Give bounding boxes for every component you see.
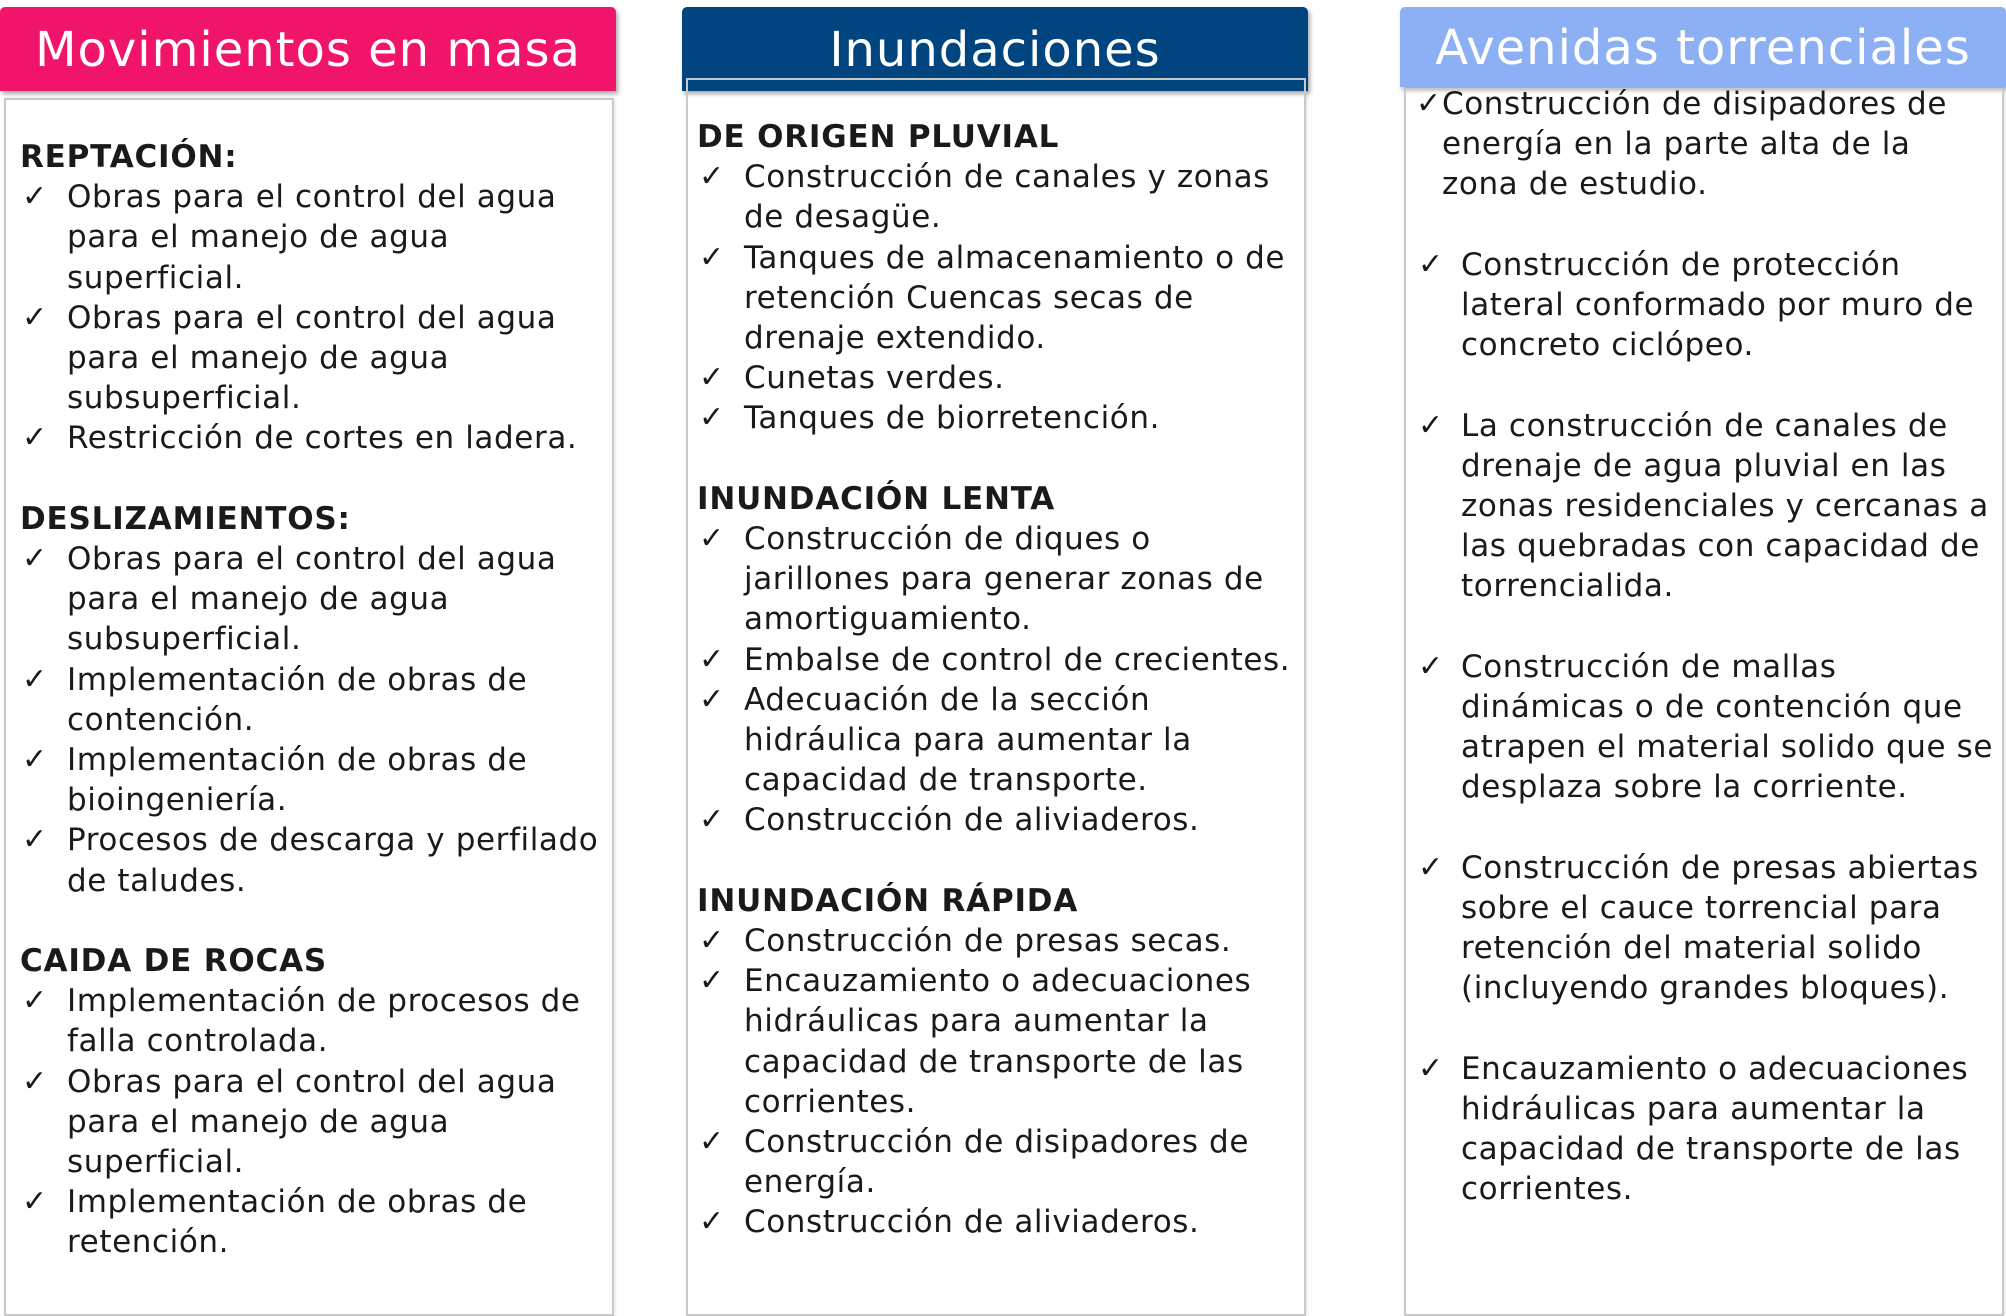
list-item: ✓ Implementación de procesos de falla controlada. [22,983,581,1060]
section-title: INUNDACIÓN RÁPIDA [697,882,1079,919]
check-icon: ✓ [22,983,48,1019]
section-title: DE ORIGEN PLUVIAL [697,119,1060,155]
list-item: ✓ Tanques de biorretención. [697,398,1302,438]
check-icon: ✓ [22,1063,48,1099]
check-icon: ✓ [1418,849,1444,885]
section-caida-de-rocas [20,941,610,1263]
list-item: ✓ Construcción de diques o jarillones para generar zonas de amortiguamiento. [699,521,1264,638]
check-icon: ✓ [699,923,725,959]
section-title: CAIDA DE ROCAS [20,943,327,980]
check-icon: ✓ [699,641,725,677]
check-icon: ✓ [22,661,48,697]
list-item: ✓ Construcción de canales y zonas de desagüe. [699,159,1270,236]
list-item: ✓ Construcción de mallas dinámicas o de contención que atrapen el material solido que se desplaza sobre la corriente. [1418,648,1994,806]
section-de-origen-pluvial [697,117,1302,439]
column-header: Avenidas torrenciales [1400,7,2006,87]
column-content [20,137,610,1303]
column-content [1416,84,1996,1250]
check-icon: ✓ [699,802,725,838]
check-icon: ✓ [699,963,725,999]
list-item: ✓ Obras para el control del agua para el manejo de agua subsuperficial. [22,299,557,417]
check-icon: ✓ [699,400,725,436]
section-reptacion [20,137,610,459]
list-item: ✓ Procesos de descarga y perfilado de taludes. [22,822,599,899]
check-icon: ✓ [1416,86,1442,121]
list-item: ✓ Construcción de protección lateral conformado por muro de concreto ciclópeo. [1418,246,1975,364]
check-icon: ✓ [22,822,48,858]
list-item: ✓ Adecuación de la sección hidráulica para aumentar la capacidad de transporte. [699,681,1192,799]
list-item: ✓ Tanques de almacenamiento o de retención Cuencas secas de drenaje extendido. [699,239,1286,357]
check-icon: ✓ [1418,648,1444,684]
list-item: ✓ Obras para el control del agua para el manejo de agua superficial. [22,1063,557,1181]
list-item: ✓ Construcción de aliviaderos. [697,800,1302,840]
check-icon: ✓ [1418,246,1444,282]
check-icon: ✓ [699,360,725,396]
list-item: ✓ La construcción de canales de drenaje de agua pluvial en las zonas residenciales y cercanas a las quebradas con capacidad de torrencialida. [1418,407,1989,605]
list-item: ✓ Cunetas verdes. [697,358,1302,398]
list-item: ✓ Obras para el control del agua para el manejo de agua superficial. [22,179,557,296]
list-item: ✓ Implementación de obras de bioingeniería. [22,742,528,819]
section-inundacion-rapida [697,881,1302,1243]
section-title: DESLIZAMIENTOS: [20,500,351,537]
list-item: ✓ Restricción de cortes en ladera. [20,418,610,458]
section-title: REPTACIÓN: [20,139,238,175]
section-inundacion-lenta [697,479,1302,841]
column-header: Movimientos en masa [0,7,616,91]
check-icon: ✓ [22,1184,48,1220]
check-icon: ✓ [1418,407,1444,443]
list-item: ✓ Encauzamiento o adecuaciones hidráulicas para aumentar la capacidad de transporte de las corrientes. [699,963,1252,1120]
column-header: Inundaciones [682,7,1308,91]
list-item: ✓ Construcción de aliviaderos. [697,1202,1302,1242]
list-item: ✓ Construcción de presas abiertas sobre el cauce torrencial para retención del material solido (incluyendo grandes bloques). [1418,849,1979,1007]
list-item: ✓ Embalse de control de crecientes. [697,640,1302,680]
list-item: ✓ Construcción de disipadores de energía en la parte alta de la zona de estudio. [1416,86,1947,203]
check-icon: ✓ [22,299,48,335]
check-icon: ✓ [699,521,725,557]
list-item: ✓ Construcción de disipadores de energía. [699,1124,1249,1201]
check-icon: ✓ [699,239,725,275]
section-title: INUNDACIÓN LENTA [697,480,1056,517]
list-item: ✓ Obras para el control del agua para el manejo de agua subsuperficial. [22,541,557,658]
check-icon: ✓ [699,159,725,195]
check-icon: ✓ [699,1204,725,1240]
check-icon: ✓ [699,681,725,717]
column-content [697,117,1302,1283]
check-icon: ✓ [22,179,48,215]
list-item: ✓ Encauzamiento o adecuaciones hidráulicas para aumentar la capacidad de transporte de las corrientes. [1418,1050,1969,1208]
list-item: ✓ Construcción de presas secas. [697,921,1302,961]
list-item: ✓ Implementación de obras de contención. [22,661,528,738]
check-icon: ✓ [22,420,48,456]
list-item: ✓ Implementación de obras de retención. [22,1184,528,1261]
check-icon: ✓ [699,1124,725,1160]
check-icon: ✓ [22,541,48,577]
check-icon: ✓ [22,742,48,778]
check-icon: ✓ [1418,1050,1444,1086]
section-deslizamientos [20,499,610,901]
